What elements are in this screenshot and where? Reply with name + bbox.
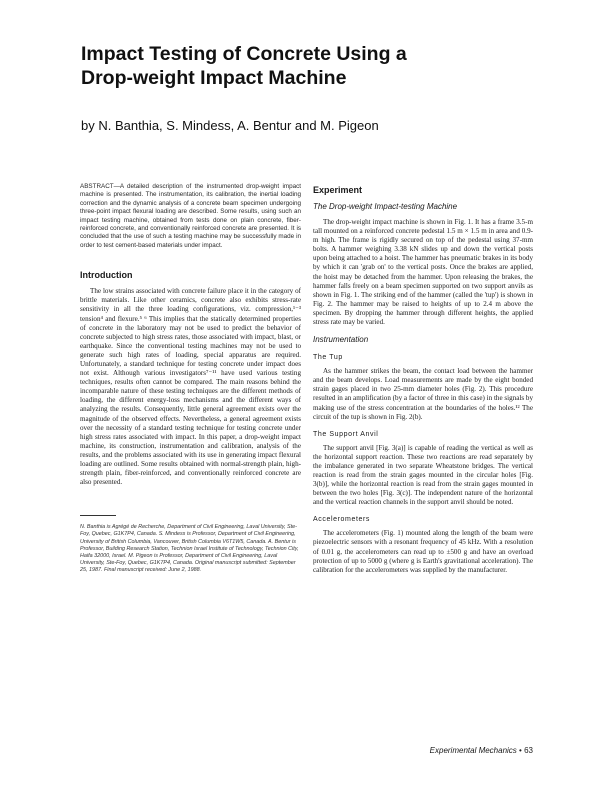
page-number: 63 <box>524 746 533 755</box>
author-byline: by N. Banthia, S. Mindess, A. Bentur and M. Pigeon <box>81 118 379 133</box>
right-column <box>313 183 533 575</box>
journal-name: Experimental Mechanics <box>429 746 517 755</box>
page-footer <box>430 746 533 755</box>
title-line-2: Drop-weight Impact Machine <box>81 67 347 89</box>
footnote-divider <box>80 515 116 516</box>
machine-subheading: The Drop-weight Impact-testing Machine <box>313 202 458 211</box>
machine-paragraph: The drop-weight impact machine is shown in Fig. 1. It has a frame 3.5-m tall mounted on a reinforced concrete pedestal 1.5 m × 1.5 m in area and 0.9-m high. The frame is rigidly secured on top of the pedestal using 37-mm bolts. A hammer weighing 3.38 kN slides up and down the vertical posts upon being attached to a hoist. The hammer has pneumatic brakes in its body by which it can 'grab on' to the vertical posts. Once the brakes are applied, the hoist may be detached from the hammer. Upon releasing the brakes, the hammer falls freely on a beam specimen supported on two support anvils as shown in Fig. 1. The striking end of the hammer (called the 'tup') is shown in Fig. 2. The hammer may be raised to heights of up to 2.4 m above the specimen. By dropping the hammer through different heights, the applied stress rate may be varied. <box>313 218 533 327</box>
left-column <box>80 183 301 574</box>
accelerometers-paragraph: The accelerometers (Fig. 1) mounted along the length of the beam were piezoelectric sensors with a resonant frequency of 45 kHz. With a resolution of 0.01 g, the accelerometers can read up to ±500 g and have an overload protection of up to 5000 g (where g is Earth's gravitational acceleration). The calibration for the accelerometers was supplied by the manufacturer. <box>313 529 533 574</box>
accelerometers-heading: Accelerometers <box>313 516 371 524</box>
introduction-paragraph: The low strains associated with concrete failure place it in the category of brittle materials. Like other ceramics, concrete also exhibits stress-rate sensitivity in all the three loading configurations, viz. compression,¹⁻³ tension⁴ and flexure.⁵ ⁶ This implies that the statically determined properties of concrete in the laboratory may not be used to predict the behavior of concrete subjected to high stress rates, those associated with impact, blast, or earthquake. Since the conventional testing machines may not be used to generate such high rates of loading, special apparatus are required. Unfortunately, a standard technique for testing concrete under impact does not exist. Although various investigators⁷⁻¹¹ have used various testing techniques, results often cannot be compared. The main reasons behind the incomparable nature of these testing techniques are the different methods of loading, the different energy-loss mechanisms and the different ways of analyzing the results. Consequently, little general agreement exists over the magnitude of the observed effects. Nevertheless, a general agreement exists over the necessity of a standard testing technique for testing concrete under high stress rates associated with impact. In this paper, a drop-weight impact machine, its construction, instrumentation and calibration, analysis of the results, and the problems associated with its use in generating impact flexural loading are outlined. Some results obtained with normal-strength plain, high-strength plain, fiber-reinforced, and conventionally reinforced concrete are also presented. <box>80 287 301 487</box>
tup-heading: The Tup <box>313 354 343 362</box>
abstract: ABSTRACT—A detailed description of the instrumented drop-weight impact machine is presented. The instrumentation, its calibration, the inertial loading correction and the dynamic analysis of a concrete beam specimen undergoing three-point impact flexural loading are described. Some results, using such an impact testing machine, obtained from tests done on plain concrete, fiber-reinforced concrete, and conventionally reinforced concrete are presented. It is concluded that the use of such a testing machine may be successfully made in order to test cement-based materials under impact. <box>80 183 301 249</box>
paper-title <box>81 42 541 90</box>
experiment-heading: Experiment <box>313 185 363 195</box>
introduction-heading: Introduction <box>80 270 133 281</box>
footer-bullet: • <box>519 746 522 755</box>
support-anvil-heading: The Support Anvil <box>313 430 379 438</box>
support-anvil-paragraph: The support anvil [Fig. 3(a)] is capable of reading the vertical as well as the horizontal support reaction. These two reactions are read separately by the imbalance generated in two separate Wheatstone bridges. The vertical reaction is read from the strain gages mounted in the circular holes [Fig. 3(b)], while the horizontal reaction is read from the strain gages mounted in between the two holes [Fig. 3(c)]. The independent nature of the horizontal and the vertical reaction channels in the support anvil should be noted. <box>313 443 533 507</box>
instrumentation-subheading: Instrumentation <box>313 335 369 345</box>
title-line-1: Impact Testing of Concrete Using a <box>81 43 407 65</box>
tup-paragraph: As the hammer strikes the beam, the contact load between the hammer and the beam develops. Load measurements are made by the eight bonded strain gages placed in two 25-mm diameter holes (Fig. 2). This procedure resulted in an amplification (by a factor of three in this case) in the signals by making use of the stress concentration at the boundaries of the holes.¹² The circuit of the tup is shown in Fig. 2(b). <box>313 367 533 421</box>
author-footnote: N. Banthia is Agrégé de Recherche, Department of Civil Engineering, Laval University, Ste-Foy, Quebec, G1K7P4, Canada. S. Mindess is Professor, Department of Civil Engineering, University of British Columbia, Vancouver, British Columbia V6T1W5, Canada. A. Bentur is Professor, Building Research Station, Technion Israel Institute of Technology, Technion City, Haifa 32000, Israel. M. Pigeon is Professor, Department of Civil Engineering, Laval University, Ste-Foy, Quebec, G1K7P4, Canada. Original manuscript submitted: September 25, 1987. Final manuscript received: June 2, 1988. <box>80 524 299 573</box>
